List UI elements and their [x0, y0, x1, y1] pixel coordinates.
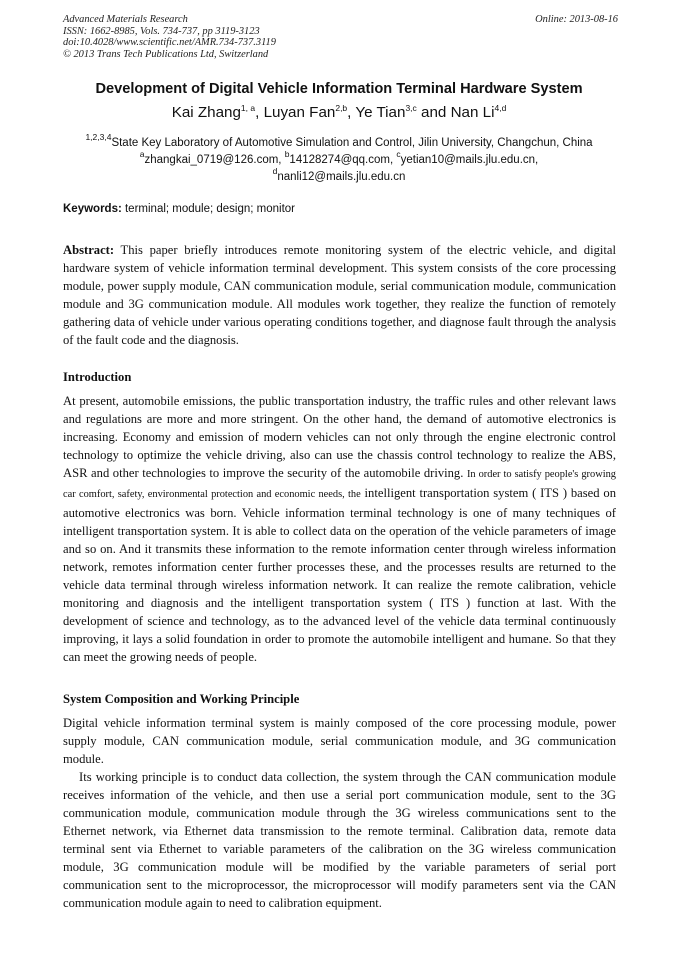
email-line — [40, 149, 638, 166]
author-name: Nan Li — [450, 104, 495, 121]
email-sup: c — [396, 149, 401, 159]
author-separator: , — [347, 104, 356, 121]
affiliation-sup: 1,2,3,4 — [85, 132, 112, 142]
author-name: Luyan Fan — [263, 104, 336, 121]
author-sup: 3,c — [405, 103, 417, 113]
email-line — [40, 166, 638, 183]
introduction-paragraph — [63, 392, 616, 666]
journal-name: Advanced Materials Research — [63, 14, 188, 25]
author-separator: , — [255, 104, 264, 121]
system-paragraph-1: Digital vehicle information terminal system is mainly composed of the core processing module, power supply module, CAN communication module, serial communication module, and 3G communication module. — [63, 716, 616, 766]
email-sup: a — [139, 149, 145, 159]
section-heading-introduction: Introduction — [63, 370, 132, 384]
email-address: 14128274@qq.com, — [289, 154, 397, 166]
email-sup: d — [272, 166, 278, 176]
copyright-line: © 2013 Trans Tech Publications Ltd, Switzerland — [63, 48, 269, 60]
online-date: Online: 2013-08-16 — [535, 14, 618, 25]
journal-header — [63, 14, 618, 60]
abstract — [63, 241, 616, 349]
issn-line: ISSN: 1662-8985, Vols. 734-737, pp 3119-3123 — [63, 25, 260, 37]
author-separator: and — [416, 104, 451, 121]
author-sup: 1, a — [240, 103, 256, 113]
keywords-label: Keywords: — [63, 203, 122, 215]
abstract-text: This paper briefly introduces remote monitoring system of the electric vehicle, and digital hardware system of vehicle information terminal development. This system consists of the core processing module, power supply module, CAN communication module, serial communication module, communication module and 3G communication module. All modules work together, they realize the function of remotely gathering data of vehicle under various operating conditions together, and diagnose fault through the analysis of the fault code and the diagnosis. — [63, 243, 616, 347]
paper-title: Development of Digital Vehicle Information Terminal Hardware System — [95, 81, 583, 97]
author-list — [40, 104, 638, 121]
author-name: Ye Tian — [355, 104, 406, 121]
keywords-text: terminal; module; design; monitor — [121, 203, 296, 215]
affiliation-text: State Key Laboratory of Automotive Simulation and Control, Jilin University, Changchun, China — [111, 137, 593, 149]
email-address: yetian10@mails.jlu.edu.cn, — [400, 154, 539, 166]
keywords — [63, 203, 295, 215]
intro-text-2: intelligent transportation system ( ITS ) based on automotive electronics was born. Vehicle information terminal technology is one of many techniques of intelligent transportation system. It is able to collect data on the operation of the vehicle parameters of image and so on. And it transmits these information to the remote information center through wireless information network, remotes information center further processes these, and the processes results are returned to the vehicle data terminal through wireless information network. It can realize the remote calibration, vehicle monitoring and diagnosis and the intelligent transportation system ( ITS ) function at last. With the development of science and technology, as to the advanced level of the vehicle data terminal continuously improving, it lays a solid foundation in order to promote the automobile intelligent and humane. So that they can meet the growing needs of people. — [63, 486, 616, 664]
email-address: zhangkai_0719@126.com, — [144, 154, 285, 166]
intro-text-1: At present, automobile emissions, the public transportation industry, the traffic rules and other relevant laws and regulations are more and more stringent. On the other hand, the demand of automotive electronics is increasing. Economy and emission of modern vehicles can not only through the engine electronic control technology to optimize the vehicle driving, also can use the chassis control technology to realize the ABS, ASR and other technologies to improve the security of the automobile driving. — [63, 394, 616, 480]
email-address: nanli12@mails.jlu.edu.cn — [277, 171, 406, 183]
intro-text-small: In order to satisfy people's growing car comfort, safety, environmental protection and economic needs, the — [63, 469, 616, 500]
abstract-label: Abstract: — [63, 243, 115, 257]
affiliation-line — [40, 132, 638, 149]
author-sup: 2,b — [335, 103, 348, 113]
doi-line: doi:10.4028/www.scientific.net/AMR.734-737.3119 — [63, 37, 276, 49]
system-paragraph-2: Its working principle is to conduct data collection, the system through the CAN communication module receives information of the vehicle, and then use a serial port communication module, sent to the 3G communication module, communication module through the 3G wireless communications sent to the Ethernet network, via Ethernet data transmission to the remote terminal. Calibration data, remote data terminal sent via Ethernet to variable parameters of the calibration on the 3G wireless communication module, 3G communication module will be modified by the variable parameters of serial port communication sent to the microprocessor, the microprocessor will modify parameters sent via the CAN communication module again to need to calibration equipment. — [63, 770, 616, 910]
author-name: Kai Zhang — [171, 104, 241, 121]
email-sup: b — [284, 149, 290, 159]
author-sup: 4,d — [494, 103, 507, 113]
section-heading-system: System Composition and Working Principle — [63, 692, 300, 706]
